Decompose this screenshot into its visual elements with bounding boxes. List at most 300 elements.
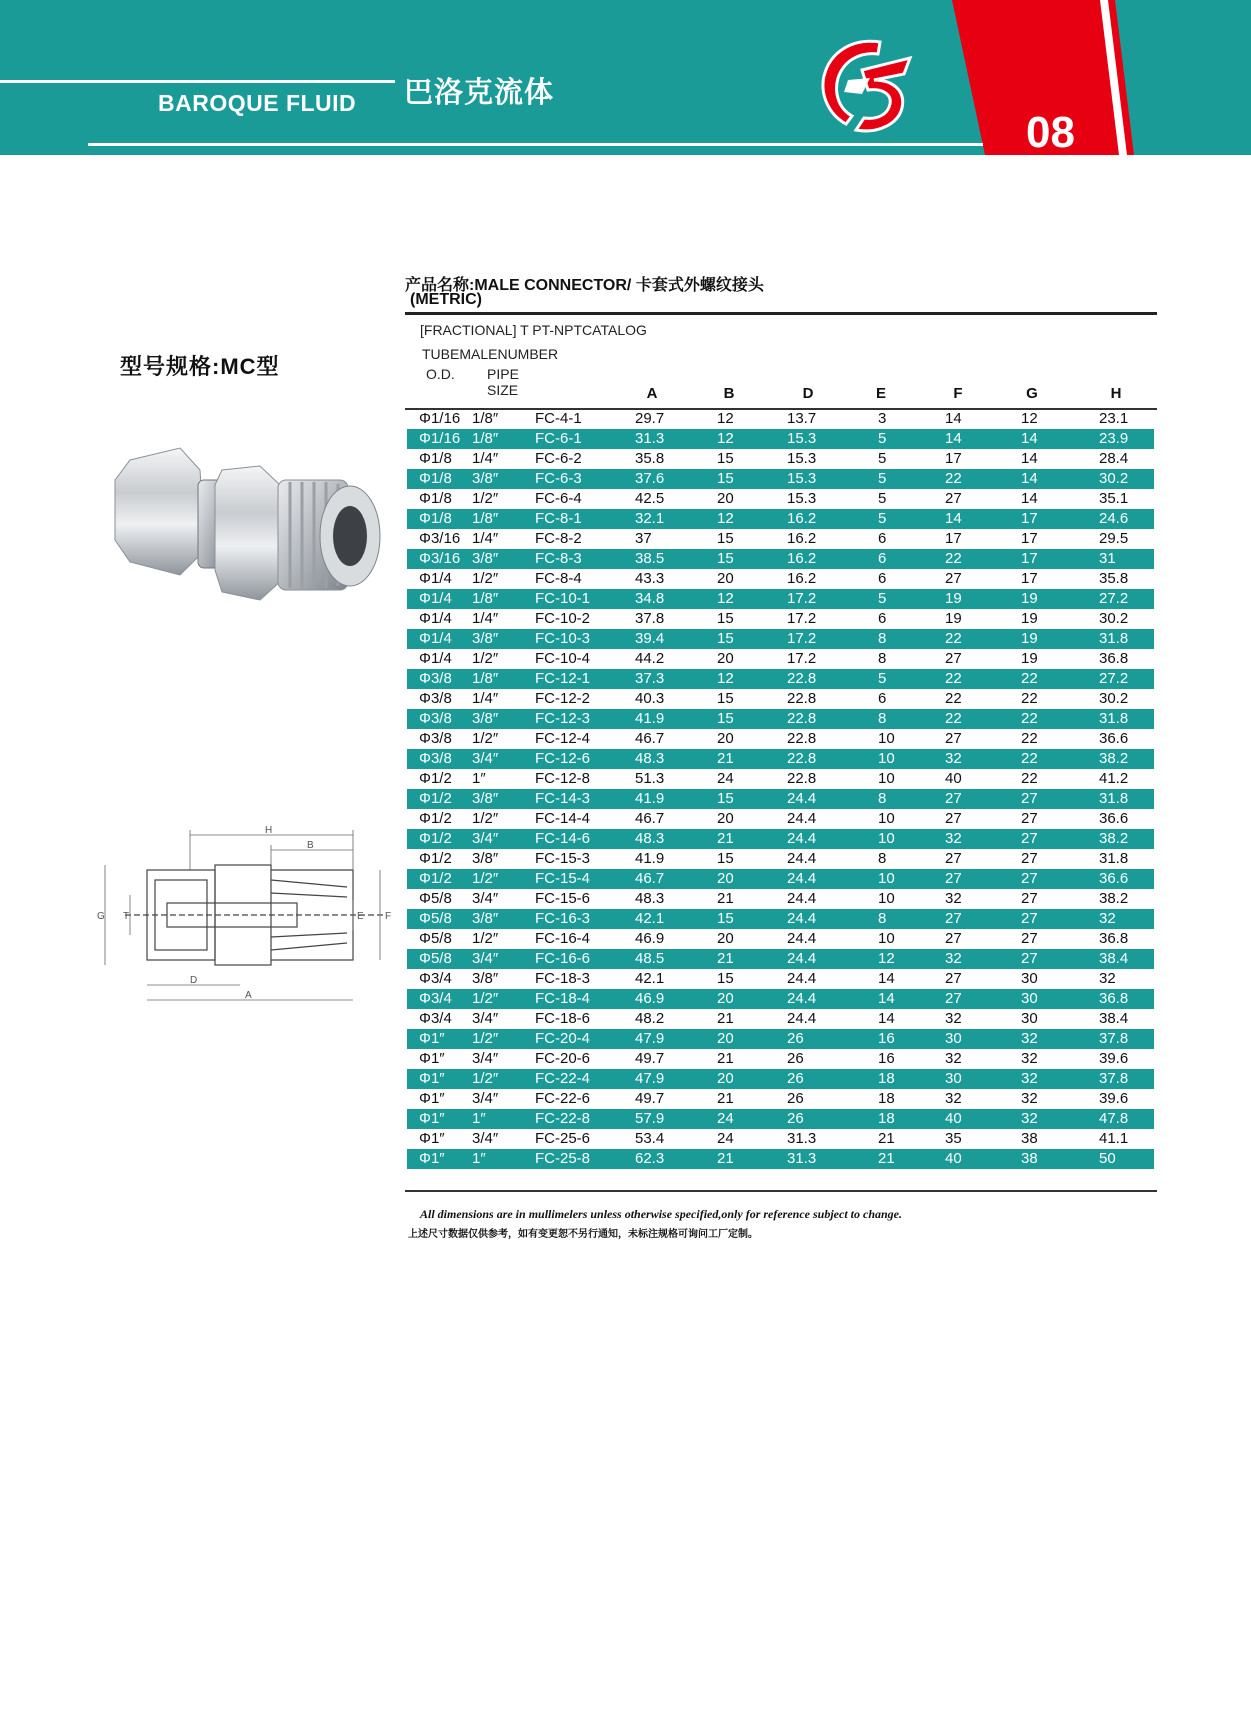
table-cell: 17 [1021,570,1038,587]
table-cell: 20 [717,990,734,1007]
table-cell: 20 [717,1070,734,1087]
table-cell: 14 [1021,470,1038,487]
table-cell: 24 [717,770,734,787]
table-cell: 37.8 [1099,1070,1129,1087]
table-cell: FC-15-6 [535,890,591,907]
table-cell: 32 [945,950,962,967]
table-cell: 14 [1021,430,1038,447]
table-cell: 32 [945,750,962,767]
table-cell: 24.4 [787,970,817,987]
table-cell: 48.2 [635,1010,665,1027]
table-cell: 1/8″ [472,510,499,527]
table-cell: 1/8″ [472,430,499,447]
table-cell: 16.2 [787,570,817,587]
table-cell: 27 [945,790,962,807]
table-cell: 10 [878,830,895,847]
table-cell: 36.8 [1099,990,1129,1007]
table-cell: FC-16-4 [535,930,591,947]
table-cell: 10 [878,930,895,947]
table-cell: 14 [1021,450,1038,467]
table-cell: 1/8″ [472,410,499,427]
table-cell: 15 [717,710,734,727]
table-cell: 21 [717,830,734,847]
table-cell: 5 [878,470,887,487]
table-row [407,489,1154,509]
table-cell: FC-8-4 [535,570,582,587]
table-cell: 48.3 [635,890,665,907]
table-cell: Φ1/2 [419,870,452,887]
table-cell: 41.2 [1099,770,1129,787]
table-row [407,709,1154,729]
table-cell: 32 [1021,1110,1038,1127]
table-cell: FC-14-3 [535,790,591,807]
table-cell: 47.9 [635,1030,665,1047]
table-cell: 27 [945,650,962,667]
table-cell: Φ3/8 [419,670,452,687]
table-row [407,449,1154,469]
table-cell: 29.5 [1099,530,1129,547]
table-cell: 8 [878,790,887,807]
table-cell: FC-25-8 [535,1150,591,1167]
table-cell: 41.9 [635,850,665,867]
note-english: All dimensions are in mullimelers unless otherwise specified,only for reference subject to change. [420,1207,902,1221]
table-cell: 49.7 [635,1050,665,1067]
table-cell: 38.2 [1099,750,1129,767]
table-cell: 23.9 [1099,430,1129,447]
table-cell: 17.2 [787,610,817,627]
table-cell: Φ1/4 [419,590,452,607]
table-cell: 22 [945,550,962,567]
table-cell: 21 [717,1150,734,1167]
table-cell: 32 [945,1050,962,1067]
table-cell: FC-22-6 [535,1090,591,1107]
table-cell: 31.8 [1099,790,1129,807]
table-cell: FC-15-3 [535,850,591,867]
table-cell: 42.1 [635,970,665,987]
table-cell: 22.8 [787,710,817,727]
table-cell: Φ3/16 [419,530,461,547]
table-cell: 31.3 [787,1130,817,1147]
table-cell: 46.9 [635,990,665,1007]
table-cell: 48.3 [635,830,665,847]
table-cell: 53.4 [635,1130,665,1147]
table-cell: FC-10-2 [535,610,591,627]
table-cell: 27 [1021,850,1038,867]
table-cell: FC-6-1 [535,430,582,447]
table-cell: 31 [1099,550,1116,567]
table-cell: Φ1″ [419,1030,445,1047]
table-cell: 24.4 [787,1010,817,1027]
table-cell: 5 [878,450,887,467]
table-cell: 22 [945,470,962,487]
table-cell: 1/2″ [472,490,499,507]
table-cell: Φ5/8 [419,910,452,927]
table-cell: Φ1/16 [419,410,461,427]
table-cell: 32.1 [635,510,665,527]
table-cell: FC-18-4 [535,990,591,1007]
table-cell: 3/4″ [472,1010,499,1027]
table-cell: 27 [1021,930,1038,947]
table-cell: 46.7 [635,870,665,887]
table-cell: 48.3 [635,750,665,767]
table-cell: 3/8″ [472,790,499,807]
table-row [407,409,1154,429]
table-cell: 20 [717,730,734,747]
table-cell: 38.5 [635,550,665,567]
note-chinese: 上述尺寸数据仅供参考，如有变更恕不另行通知，未标注规格可询问工厂定制。 [408,1229,758,1240]
table-cell: 42.1 [635,910,665,927]
table-cell: 15 [717,910,734,927]
label-f: F [385,911,392,922]
brand-name-chinese: 巴洛克流体 [404,77,555,109]
table-row [407,569,1154,589]
table-row [407,989,1154,1009]
table-cell: 1/8″ [472,670,499,687]
table-cell: 26 [787,1050,804,1067]
table-row [407,1089,1154,1109]
table-cell: 24 [717,1110,734,1127]
table-header-od: O.D. [426,366,455,382]
table-cell: FC-8-2 [535,530,582,547]
table-row [407,429,1154,449]
table-cell: 12 [1021,410,1038,427]
table-cell: 42.5 [635,490,665,507]
table-cell: 31.3 [787,1150,817,1167]
table-cell: 27 [1021,890,1038,907]
table-cell: 27 [1021,870,1038,887]
table-cell: 3/8″ [472,710,499,727]
table-cell: FC-20-4 [535,1030,591,1047]
table-cell: FC-12-1 [535,670,591,687]
table-cell: 32 [1021,1030,1038,1047]
table-cell: 21 [717,890,734,907]
table-cell: 38 [1021,1130,1038,1147]
table-cell: 1″ [472,1110,486,1127]
table-cell: 19 [945,610,962,627]
table-row [407,909,1154,929]
table-cell: FC-12-6 [535,750,591,767]
dimension-table [407,409,1154,1169]
page-number: 08 [1026,108,1075,157]
table-cell: 51.3 [635,770,665,787]
table-cell: 8 [878,850,887,867]
table-cell: 20 [717,930,734,947]
table-cell: 1″ [472,770,486,787]
table-cell: 17.2 [787,650,817,667]
table-row [407,689,1154,709]
table-cell: 30.2 [1099,690,1129,707]
table-cell: 14 [945,430,962,447]
header-rule-top [0,80,395,83]
table-cell: 1/2″ [472,810,499,827]
dimension-drawing [95,825,405,1005]
table-cell: 19 [1021,610,1038,627]
table-cell: 5 [878,670,887,687]
table-cell: 15 [717,970,734,987]
model-label: 型号规格:MC型 [120,354,280,379]
table-cell: 24.4 [787,950,817,967]
table-row [407,469,1154,489]
column-header-b: B [723,385,735,402]
table-cell: FC-22-4 [535,1070,591,1087]
column-header-g: G [1026,385,1038,402]
table-cell: 14 [878,970,895,987]
table-cell: 17.2 [787,630,817,647]
table-cell: FC-14-4 [535,810,591,827]
table-cell: 37 [635,530,652,547]
table-cell: FC-6-3 [535,470,582,487]
table-cell: 35 [945,1130,962,1147]
table-cell: 3 [878,410,887,427]
table-cell: 27.2 [1099,590,1129,607]
table-cell: 15.3 [787,430,817,447]
table-cell: FC-6-4 [535,490,582,507]
table-cell: 5 [878,510,887,527]
label-g: G [97,911,105,922]
table-cell: 27 [945,810,962,827]
table-row [407,969,1154,989]
table-cell: 12 [878,950,895,967]
table-cell: 17 [1021,510,1038,527]
table-cell: 29.7 [635,410,665,427]
table-cell: Φ1/2 [419,770,452,787]
column-header-d: D [802,385,814,402]
column-header-a: A [646,385,658,402]
table-cell: 27 [945,570,962,587]
table-cell: 20 [717,650,734,667]
table-cell: FC-12-2 [535,690,591,707]
table-cell: 31.8 [1099,850,1129,867]
table-cell: 12 [717,410,734,427]
table-cell: 8 [878,910,887,927]
table-cell: FC-20-6 [535,1050,591,1067]
table-cell: 46.7 [635,730,665,747]
table-cell: 22 [1021,730,1038,747]
label-b: B [307,840,314,851]
table-cell: 30 [1021,1010,1038,1027]
table-cell: 3/8″ [472,970,499,987]
table-cell: 62.3 [635,1150,665,1167]
table-cell: 3/8″ [472,630,499,647]
table-cell: 57.9 [635,1110,665,1127]
table-cell: 22 [1021,710,1038,727]
table-cell: Φ5/8 [419,950,452,967]
table-cell: 6 [878,610,887,627]
table-cell: 39.6 [1099,1090,1129,1107]
table-cell: 27.2 [1099,670,1129,687]
table-cell: 27 [1021,910,1038,927]
table-cell: 26 [787,1030,804,1047]
table-cell: 14 [878,1010,895,1027]
table-cell: 27 [945,990,962,1007]
table-cell: 10 [878,890,895,907]
table-cell: 15 [717,790,734,807]
table-cell: 27 [945,930,962,947]
table-cell: 22 [945,670,962,687]
table-cell: 10 [878,750,895,767]
table-cell: Φ1″ [419,1150,445,1167]
table-cell: 50 [1099,1150,1116,1167]
table-cell: 27 [945,970,962,987]
table-cell: 19 [1021,650,1038,667]
table-cell: 37.3 [635,670,665,687]
table-cell: 22.8 [787,730,817,747]
table-cell: 10 [878,730,895,747]
table-cell: 6 [878,570,887,587]
table-row [407,669,1154,689]
table-cell: 24.4 [787,890,817,907]
table-cell: 1/4″ [472,450,499,467]
table-cell: 36.6 [1099,870,1129,887]
table-cell: 36.8 [1099,930,1129,947]
table-cell: 1/4″ [472,610,499,627]
table-cell: 18 [878,1110,895,1127]
table-cell: 21 [878,1130,895,1147]
table-cell: Φ1/8 [419,450,452,467]
table-cell: FC-16-6 [535,950,591,967]
table-cell: 26 [787,1090,804,1107]
table-cell: 17 [945,530,962,547]
table-row [407,809,1154,829]
table-cell: 21 [717,1010,734,1027]
table-header-pipe: PIPE [487,366,519,382]
table-header-size: SIZE [487,382,519,398]
table-cell: Φ3/4 [419,1010,452,1027]
table-cell: 17.2 [787,590,817,607]
table-cell: 6 [878,690,887,707]
table-cell: 20 [717,870,734,887]
table-cell: 18 [878,1070,895,1087]
table-cell: 27 [945,910,962,927]
table-cell: 17 [1021,550,1038,567]
table-cell: 31.3 [635,430,665,447]
table-cell: 1/2″ [472,990,499,1007]
table-cell: 3/8″ [472,550,499,567]
table-cell: 3/8″ [472,470,499,487]
table-cell: 30 [1021,970,1038,987]
table-cell: 32 [1099,910,1116,927]
table-cell: 3/4″ [472,1090,499,1107]
table-cell: 19 [1021,630,1038,647]
table-cell: 20 [717,1030,734,1047]
table-cell: 3/4″ [472,950,499,967]
table-cell: 37.6 [635,470,665,487]
table-cell: 32 [1021,1070,1038,1087]
table-header-line1: [FRACTIONAL] T PT-NPTCATALOG [420,322,647,338]
table-cell: 24.4 [787,850,817,867]
table-cell: 23.1 [1099,410,1129,427]
table-cell: 15 [717,690,734,707]
table-cell: 26 [787,1110,804,1127]
table-cell: 10 [878,770,895,787]
table-cell: 30 [1021,990,1038,1007]
table-row [407,729,1154,749]
table-cell: Φ5/8 [419,930,452,947]
table-cell: Φ1″ [419,1130,445,1147]
table-cell: 24.4 [787,990,817,1007]
table-cell: 24.4 [787,830,817,847]
table-cell: FC-12-4 [535,730,591,747]
table-cell: 41.1 [1099,1130,1129,1147]
table-row [407,1149,1154,1169]
table-cell: Φ3/4 [419,970,452,987]
table-cell: 49.7 [635,1090,665,1107]
table-cell: 3/8″ [472,910,499,927]
table-cell: 38.4 [1099,1010,1129,1027]
table-cell: 38.2 [1099,830,1129,847]
table-cell: Φ5/8 [419,890,452,907]
table-cell: 1/2″ [472,1030,499,1047]
table-cell: 32 [945,830,962,847]
table-cell: 48.5 [635,950,665,967]
table-cell: 24.4 [787,930,817,947]
table-cell: 13.7 [787,410,817,427]
table-row [407,749,1154,769]
table-cell: 16.2 [787,510,817,527]
table-cell: 41.9 [635,710,665,727]
table-cell: Φ1/2 [419,790,452,807]
table-cell: 38.2 [1099,890,1129,907]
table-cell: 15 [717,850,734,867]
table-cell: Φ1/8 [419,490,452,507]
table-cell: 39.6 [1099,1050,1129,1067]
header-rule-bottom [88,143,983,146]
table-cell: 31.8 [1099,630,1129,647]
label-t: T [123,911,130,922]
table-cell: Φ3/8 [419,710,452,727]
table-cell: 22 [1021,670,1038,687]
table-cell: 34.8 [635,590,665,607]
table-cell: 36.8 [1099,650,1129,667]
table-cell: 1/2″ [472,650,499,667]
table-cell: 37.8 [1099,1030,1129,1047]
table-cell: 40 [945,1150,962,1167]
table-row [407,1009,1154,1029]
table-cell: 12 [717,430,734,447]
table-cell: 30 [945,1070,962,1087]
table-cell: 16.2 [787,530,817,547]
table-cell: 18 [878,1090,895,1107]
table-cell: Φ1/8 [419,510,452,527]
table-cell: 16.2 [787,550,817,567]
table-cell: 1/4″ [472,530,499,547]
table-row [407,629,1154,649]
table-cell: 20 [717,490,734,507]
table-cell: 24.4 [787,810,817,827]
column-header-h: H [1110,385,1122,402]
table-cell: Φ1″ [419,1070,445,1087]
table-bottom-rule [405,1190,1157,1192]
table-cell: 32 [1021,1090,1038,1107]
column-header-f: F [953,385,963,402]
table-cell: FC-10-1 [535,590,591,607]
table-cell: 46.9 [635,930,665,947]
table-cell: 1/2″ [472,870,499,887]
table-cell: 22.8 [787,690,817,707]
table-header-line2: TUBEMALENUMBER [422,346,559,362]
table-cell: 21 [717,1050,734,1067]
table-cell: 17 [945,450,962,467]
table-cell: 24 [717,1130,734,1147]
table-row [407,509,1154,529]
table-cell: Φ1/2 [419,850,452,867]
table-cell: 47.9 [635,1070,665,1087]
table-row [407,1049,1154,1069]
table-cell: 3/4″ [472,1130,499,1147]
table-cell: 1″ [472,1150,486,1167]
table-cell: 1/8″ [472,590,499,607]
table-cell: 8 [878,630,887,647]
